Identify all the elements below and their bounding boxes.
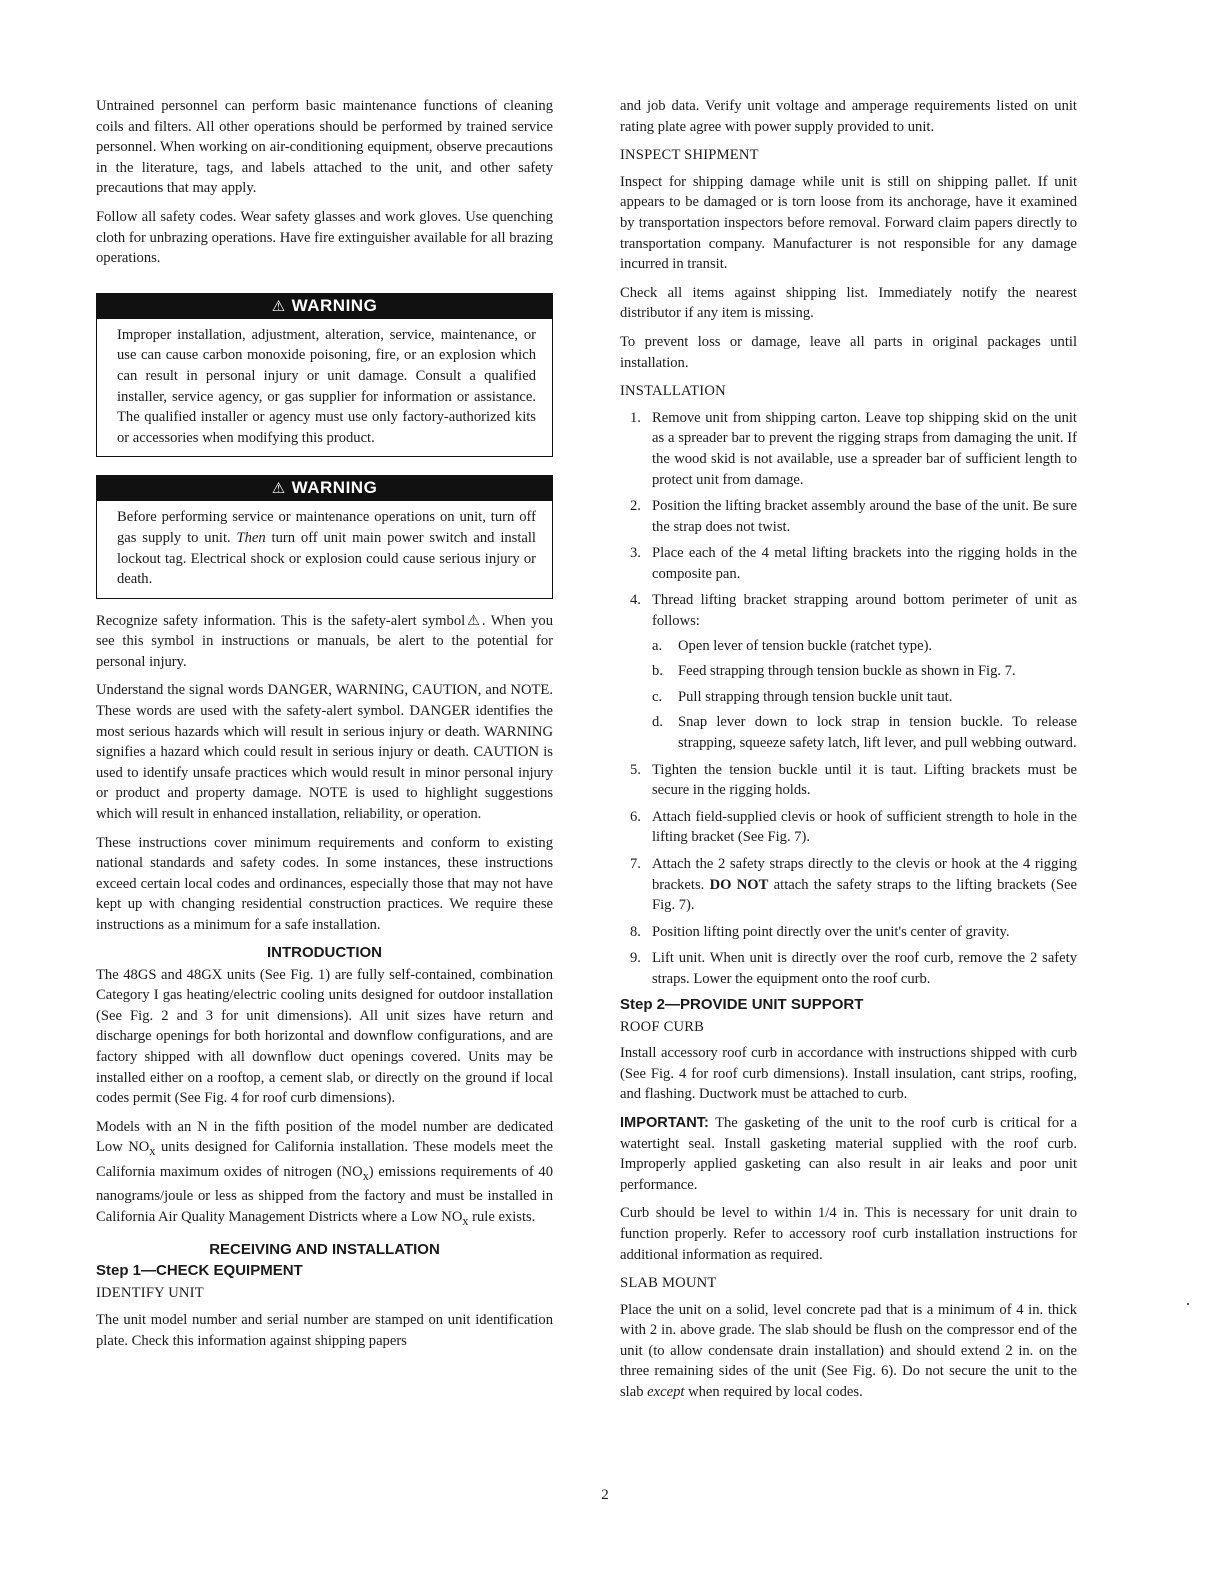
warning-header xyxy=(97,294,552,319)
sub-steps xyxy=(652,636,1077,754)
warning-title: WARNING xyxy=(291,295,378,315)
list-item-text: Lift unit. When unit is directly over the roof curb, remove the 2 safety straps. Lower the equipment onto the roof curb. xyxy=(652,950,1077,987)
text-part: when required by local codes. xyxy=(684,1384,863,1401)
paragraph-important xyxy=(620,1113,1077,1195)
paragraph-minimum-requirements: These instructions cover minimum requirements and conform to existing national standards and safety codes. In some instances, these instructions exceed certain local codes and ordinances, especially those that may not have kept up with changing residential construction practices. We require these instructions as a minimum for a safe installation. xyxy=(96,834,553,933)
paragraph-safety-alert-symbol xyxy=(96,611,553,673)
paragraph-signal-words: Understand the signal words DANGER, WARNING, CAUTION, and NOTE. These words are used with the safety-alert symbol. DANGER identifies the most serious hazards which will result in serious injury or death. WARNING signifies a hazard which could result in serious injury or death. CAUTION is used to identify unsafe practices which would result in minor personal injury or product and property damage. NOTE is used to highlight suggestions which will result in enhanced installation, reliability, or operation. xyxy=(96,682,553,823)
sub-list-item-text: Open lever of tension buckle (ratchet type). xyxy=(678,637,933,654)
list-item-number: 1. xyxy=(630,409,641,426)
warning-body xyxy=(97,501,552,597)
warning-header xyxy=(97,476,552,501)
step2-heading: Step 2—PROVIDE UNIT SUPPORT xyxy=(620,995,864,1013)
paragraph-slab-mount xyxy=(620,1300,1077,1403)
introduction-heading: INTRODUCTION xyxy=(267,943,382,961)
list-item xyxy=(620,496,1077,537)
text-part: Models with an N in the fifth position of the model number are dedicated Low NO xyxy=(96,1118,553,1156)
step1-heading: Step 1—CHECK EQUIPMENT xyxy=(96,1262,303,1280)
text-emphasis: except xyxy=(647,1384,685,1401)
sub-list-item-text: Feed strapping through tension buckle as shown in Fig. 7. xyxy=(678,663,1016,680)
paragraph-inspect-damage: Inspect for shipping damage while unit is still on shipping pallet. If unit appears to be damaged or is torn loose from its anchorage, have it examined by transportation inspectors before removal. Forward claim papers directly to transportation company. Manufacturer is not responsible for any damage incurred in transit. xyxy=(620,173,1077,273)
warning-title: WARNING xyxy=(291,478,378,498)
text-part: The gasketing of the unit to the roof curb is critical for a watertight seal. Install gasketing material supplied with the roof curb. Improperly applied gasketing can also result in air leaks and poor unit performance. xyxy=(620,1114,1077,1193)
paragraph-safety-codes: Follow all safety codes. Wear safety glasses and work gloves. Use quenching cloth for unbrazing operations. Have fire extinguisher available for all brazing operations. xyxy=(96,208,553,267)
list-item-text: Place each of the 4 metal lifting brackets into the rigging holds in the composite pan. xyxy=(652,545,1077,582)
list-item-number: 2. xyxy=(630,498,641,515)
paragraph-check-items: Check all items against shipping list. Immediately notify the nearest distributor if any item is missing. xyxy=(620,284,1077,322)
sub-list-item-text: Snap lever down to lock strap in tension buckle. To release strapping, squeeze safety latch, lift lever, and pull webbing outward. xyxy=(678,714,1077,752)
sub-list-item xyxy=(652,636,1077,657)
list-item xyxy=(620,590,1077,753)
list-item-number: 6. xyxy=(630,808,641,825)
paragraph-prevent-loss: To prevent loss or damage, leave all parts in original packages until installation. xyxy=(620,333,1077,371)
paragraph-job-data: and job data. Verify unit voltage and amperage requirements listed on unit rating plate agree with power supply provided to unit. xyxy=(620,98,1077,135)
list-item-number: 8. xyxy=(630,923,641,940)
text-part: . When you see this symbol in instructions or manuals, be alert to the potential for personal injury. xyxy=(96,612,553,670)
list-item-number: 7. xyxy=(630,856,641,872)
subscript: x xyxy=(362,1168,369,1183)
list-item xyxy=(620,760,1077,801)
list-item xyxy=(620,807,1077,848)
sub-list-item-letter: d. xyxy=(652,714,663,731)
text-part: Place the unit on a solid, level concrete pad that is a minimum of 4 in. thick with 2 in. above grade. The slab should be flush on the compressor end of the unit (to allow condensate drain installation) and should extend 2 in. on the three remaining sides of the unit (See Fig. 6). Do not secure the unit to the slab xyxy=(620,1301,1077,1401)
sub-list-item-letter: b. xyxy=(652,663,663,680)
important-label: IMPORTANT: xyxy=(620,1114,709,1131)
text-part: ) emissions requirements of 40 nanograms/joule or less as shipped from the factory and must be installed in California Air Quality Management Districts where a Low NO xyxy=(96,1163,553,1225)
text-emphasis: DO NOT xyxy=(709,876,769,893)
text-part: units designed for California installation. These models meet the California maximum oxides of nitrogen (NO xyxy=(96,1139,553,1180)
list-item-text: Attach field-supplied clevis or hook of sufficient strength to hole in the lifting bracket (See Fig. 7). xyxy=(652,808,1077,846)
sub-list-item-letter: a. xyxy=(652,637,663,654)
page-number: 2 xyxy=(601,1487,609,1503)
list-item-text: Position lifting point directly over the unit's center of gravity. xyxy=(652,923,1010,940)
roof-curb-label: ROOF CURB xyxy=(620,1018,705,1035)
text-part: Attach the 2 safety straps directly to the clevis or hook at the 4 rigging brackets. xyxy=(652,856,1077,893)
subscript: x xyxy=(462,1213,469,1228)
paragraph-low-nox-models xyxy=(96,1117,553,1232)
list-item-number: 5. xyxy=(630,761,641,778)
list-item xyxy=(620,408,1077,490)
paragraph-untrained-personnel: Untrained personnel can perform basic maintenance functions of cleaning coils and filters. All other operations should be performed by trained service personnel. When working on air-conditioning equipment, observe precautions in the literature, tags, and labels attached to the unit, and other safety precautions that may apply. xyxy=(96,98,553,197)
text-part: Recognize safety information. This is the safety-alert symbol xyxy=(96,612,466,629)
list-item-text: Remove unit from shipping carton. Leave top shipping skid on the unit as a spreader bar to prevent the rigging straps from damaging the unit. If the wood skid is not available, use a spreader bar of sufficient length to protect unit from damage. xyxy=(652,409,1077,488)
left-column xyxy=(96,96,553,1359)
safety-alert-icon: ⚠ xyxy=(465,612,482,629)
list-item-text: Position the lifting bracket assembly around the base of the unit. Be sure the strap does not twist. xyxy=(652,498,1077,535)
warning-body xyxy=(97,319,552,457)
warning-text: Improper installation, adjustment, alteration, service, maintenance, or use can cause carbon monoxide poisoning, fire, or an explosion which can result in personal injury or unit damage. Consult a qualified installer, service agency, or gas supplier for information or assistance. The qualified installer or agency must use only factory-authorized kits or accessories when modifying this product. xyxy=(117,326,536,446)
paragraph-introduction: The 48GS and 48GX units (See Fig. 1) are fully self-contained, combination Category I gas heating/electric cooling units designed for outdoor installation (See Fig. 2 and 3 for unit dimensions). All unit sizes have return and discharge openings for both horizontal and downflow configurations, and are factory shipped with all downflow duct openings covered. Units may be installed either on a rooftop, a cement slab, or directly on the ground if local codes permit (See Fig. 4 for roof curb dimensions). xyxy=(96,966,553,1107)
slab-mount-label: SLAB MOUNT xyxy=(620,1275,717,1292)
receiving-installation-heading: RECEIVING AND INSTALLATION xyxy=(209,1241,440,1259)
right-column xyxy=(620,96,1077,1411)
list-item-number: 4. xyxy=(630,592,641,609)
warning-text-part: Before performing service or maintenance operations on unit, turn off gas supply to unit. xyxy=(117,509,536,546)
text-part: rule exists. xyxy=(468,1208,536,1225)
scan-speck xyxy=(1187,1303,1189,1305)
paragraph-curb-level: Curb should be level to within 1/4 in. This is necessary for unit drain to function properly. Refer to accessory roof curb installation instructions for additional information as required. xyxy=(620,1205,1077,1263)
list-item xyxy=(620,543,1077,584)
sub-list-item-text: Pull strapping through tension buckle unit taut. xyxy=(678,688,953,705)
inspect-shipment-label: INSPECT SHIPMENT xyxy=(620,147,759,164)
warning-box-carbon-monoxide xyxy=(96,293,553,458)
sub-list-item-letter: c. xyxy=(652,688,663,705)
subscript: x xyxy=(149,1144,156,1159)
installation-steps xyxy=(620,408,1077,990)
warning-triangle-icon: ⚠ xyxy=(271,480,286,498)
warning-text-part: turn off unit main power switch and install lockout tag. Electrical shock or explosion could cause serious injury or death. xyxy=(117,529,536,588)
paragraph-roof-curb: Install accessory roof curb in accordance with instructions shipped with curb (See Fig. 4 for roof curb dimensions). Install insulation, cant strips, roofing, and flashing. Ductwork must be attached to curb. xyxy=(620,1045,1077,1103)
identify-unit-label: IDENTIFY UNIT xyxy=(96,1285,204,1302)
list-item xyxy=(620,854,1077,916)
installation-label: INSTALLATION xyxy=(620,383,726,400)
list-item-number: 3. xyxy=(630,545,641,562)
warning-text xyxy=(117,507,536,589)
list-item-text xyxy=(652,854,1077,916)
list-item xyxy=(620,948,1077,989)
list-item-number: 9. xyxy=(630,950,641,967)
sub-list-item xyxy=(652,661,1077,682)
warning-text-emphasis: Then xyxy=(236,529,266,546)
text-part: attach the safety straps to the lifting brackets (See Fig. 7). xyxy=(652,876,1077,914)
sub-list-item xyxy=(652,712,1077,753)
sub-list-item xyxy=(652,687,1077,708)
paragraph-identify-unit: The unit model number and serial number are stamped on unit identification plate. Check this information against shipping papers xyxy=(96,1312,553,1349)
warning-triangle-icon: ⚠ xyxy=(271,297,286,315)
warning-box-electrical-shock xyxy=(96,475,553,598)
list-item xyxy=(620,922,1077,943)
list-item-text: Tighten the tension buckle until it is taut. Lifting brackets must be secure in the rigging holds. xyxy=(652,761,1077,799)
list-item-text: Thread lifting bracket strapping around bottom perimeter of unit as follows: xyxy=(652,592,1077,630)
